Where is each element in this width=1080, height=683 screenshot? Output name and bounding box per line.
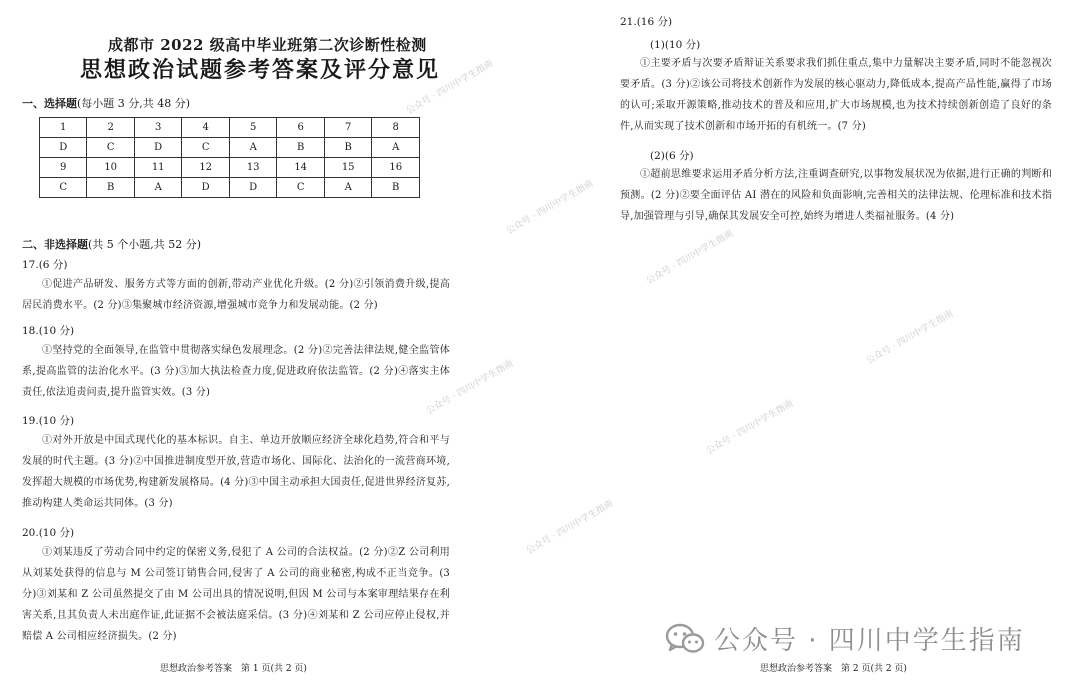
answer-key-table xyxy=(39,117,420,198)
brand-label: 公众号 · 四川中学生指南 xyxy=(714,626,1025,656)
watermark-text: 公众号 · 四川中学生指南 xyxy=(864,308,956,367)
question-19-answer: ①对外开放是中国式现代化的基本标识。自主、单边开放顺应经济全球化趋势,符合和平与发展的时代主题。(3 分)②中国推进制度型开放,营造市场化、国际化、法治化的一流营商环境,发挥超大规模的市场优势,构建新发展格局。(4 分)③中国主动承担大国责任,促进世界经济复苏,推动构建人类命运共同体。(3 分) xyxy=(22,435,450,509)
answer-cell: A xyxy=(229,138,277,158)
watermark-text: 公众号 · 四川中学生指南 xyxy=(424,358,516,417)
section-note: (每小题 3 分,共 48 分) xyxy=(77,97,191,110)
answer-table-answer-row xyxy=(40,138,420,158)
question-number-cell: 2 xyxy=(87,118,135,138)
question-20-title: 20.(10 分) xyxy=(22,527,75,539)
question-number-cell: 13 xyxy=(229,158,277,178)
question-number-cell: 3 xyxy=(134,118,182,138)
answer-cell: D xyxy=(134,138,182,158)
question-21-part2-answer: ①超前思维要求运用矛盾分析方法,注重调查研究,以事物发展状况为依据,进行正确的判断和预测。(2 分)②要全面评估 AI 潜在的风险和负面影响,完善相关的法律法规、伦理标准和技术指导,加强管理与引导,确保其发展安全可控,始终为增进人类福祉服务。(4 分) xyxy=(620,169,1052,222)
section-heading-choice xyxy=(22,95,190,111)
watermark-text: 公众号 · 四川中学生指南 xyxy=(404,58,496,117)
question-number-cell: 4 xyxy=(182,118,230,138)
answer-cell: D xyxy=(229,178,277,198)
answer-cell: B xyxy=(324,138,372,158)
answer-table-number-row xyxy=(40,158,420,178)
watermark-text: 公众号 · 四川中学生指南 xyxy=(644,228,736,287)
section-heading-open xyxy=(22,236,201,252)
question-20-answer: ①刘某违反了劳动合同中约定的保密义务,侵犯了 A 公司的合法权益。(2 分)②Z 公司利用从刘某处获得的信息与 M 公司签订销售合同,侵害了 A 公司的商业秘密,构成不正当竞争。(3 分)③刘某和 Z 公司虽然提交了由 M 公司出具的情况说明,但因 M 公司与本案审理结果存在利害关系,且其负责人未出庭作证,此证据不会被法庭采信。(3 分)④刘某和 Z 公司应停止侵权,并赔偿 A 公司相应经济损失。(2 分) xyxy=(22,547,450,642)
answer-cell: A xyxy=(134,178,182,198)
question-number-cell: 1 xyxy=(40,118,87,138)
answer-cell: C xyxy=(40,178,87,198)
answer-cell: B xyxy=(87,178,135,198)
section-title: 一、选择题 xyxy=(22,97,77,110)
answer-cell: D xyxy=(182,178,230,198)
question-number-cell: 11 xyxy=(134,158,182,178)
wechat-icon xyxy=(664,623,706,655)
question-18-title: 18.(10 分) xyxy=(22,325,75,337)
question-21-part1-title: (1)(10 分) xyxy=(650,39,701,51)
question-number-cell: 12 xyxy=(182,158,230,178)
question-21-part1-answer: ①主要矛盾与次要矛盾辩证关系要求我们抓住重点,集中力量解决主要矛盾,同时不能忽视次要矛盾。(3 分)②该公司将技术创新作为发展的核心驱动力,降低成本,提高产品性能,赢得了市场的认可;采取开源策略,推动技术的普及和应用,扩大市场规模,也为技术持续创新创造了良好的条件,从而实现了技术创新和市场开拓的有机统一。(7 分) xyxy=(620,58,1052,132)
answer-table-number-row xyxy=(40,118,420,138)
page-footer: 思想政治参考答案 第 2 页(共 2 页) xyxy=(760,664,907,674)
section-title: 二、非选择题 xyxy=(22,238,88,251)
question-number-cell: 9 xyxy=(40,158,87,178)
question-17-title: 17.(6 分) xyxy=(22,259,68,271)
answer-page-2 xyxy=(560,0,1080,683)
question-number-cell: 6 xyxy=(277,118,325,138)
question-19-title: 19.(10 分) xyxy=(22,415,75,427)
question-number-cell: 16 xyxy=(372,158,420,178)
watermark-text: 公众号 · 四川中学生指南 xyxy=(704,398,796,457)
question-number-cell: 15 xyxy=(324,158,372,178)
answer-cell: C xyxy=(277,178,325,198)
answer-cell: A xyxy=(372,138,420,158)
answer-cell: D xyxy=(40,138,87,158)
question-number-cell: 8 xyxy=(372,118,420,138)
answer-cell: C xyxy=(87,138,135,158)
question-number-cell: 14 xyxy=(277,158,325,178)
question-17-answer: ①促进产品研发、服务方式等方面的创新,带动产业优化升级。(2 分)②引领消费升级,提高居民消费水平。(2 分)③集聚城市经济资源,增强城市竞争力和发展动能。(2 分) xyxy=(22,279,450,311)
answer-cell: B xyxy=(277,138,325,158)
watermark-text: 公众号 · 四川中学生指南 xyxy=(504,178,596,237)
section-note: (共 5 个小题,共 52 分) xyxy=(88,238,202,251)
question-21-title: 21.(16 分) xyxy=(620,16,673,28)
question-number-cell: 10 xyxy=(87,158,135,178)
answer-cell: B xyxy=(372,178,420,198)
answer-cell: A xyxy=(324,178,372,198)
question-number-cell: 7 xyxy=(324,118,372,138)
question-21-part2-title: (2)(6 分) xyxy=(650,150,694,162)
wechat-brand-watermark xyxy=(664,620,1025,657)
question-18-answer: ①坚持党的全面领导,在监管中贯彻落实绿色发展理念。(2 分)②完善法律法规,健全监管体系,提高监管的法治化水平。(3 分)③加大执法检查力度,促进政府依法监管。(2 分)④落实主体责任,依法追责问责,提升监管实效。(3 分) xyxy=(22,345,450,398)
question-number-cell: 5 xyxy=(229,118,277,138)
page-footer: 思想政治参考答案 第 1 页(共 2 页) xyxy=(160,664,307,674)
exam-subtitle: 成都市 2022 级高中毕业班第二次诊断性检测 xyxy=(108,36,427,54)
watermark-text: 公众号 · 四川中学生指南 xyxy=(524,498,616,557)
answer-table-answer-row xyxy=(40,178,420,198)
page-title: 思想政治试题参考答案及评分意见 xyxy=(80,57,441,83)
answer-cell: C xyxy=(182,138,230,158)
